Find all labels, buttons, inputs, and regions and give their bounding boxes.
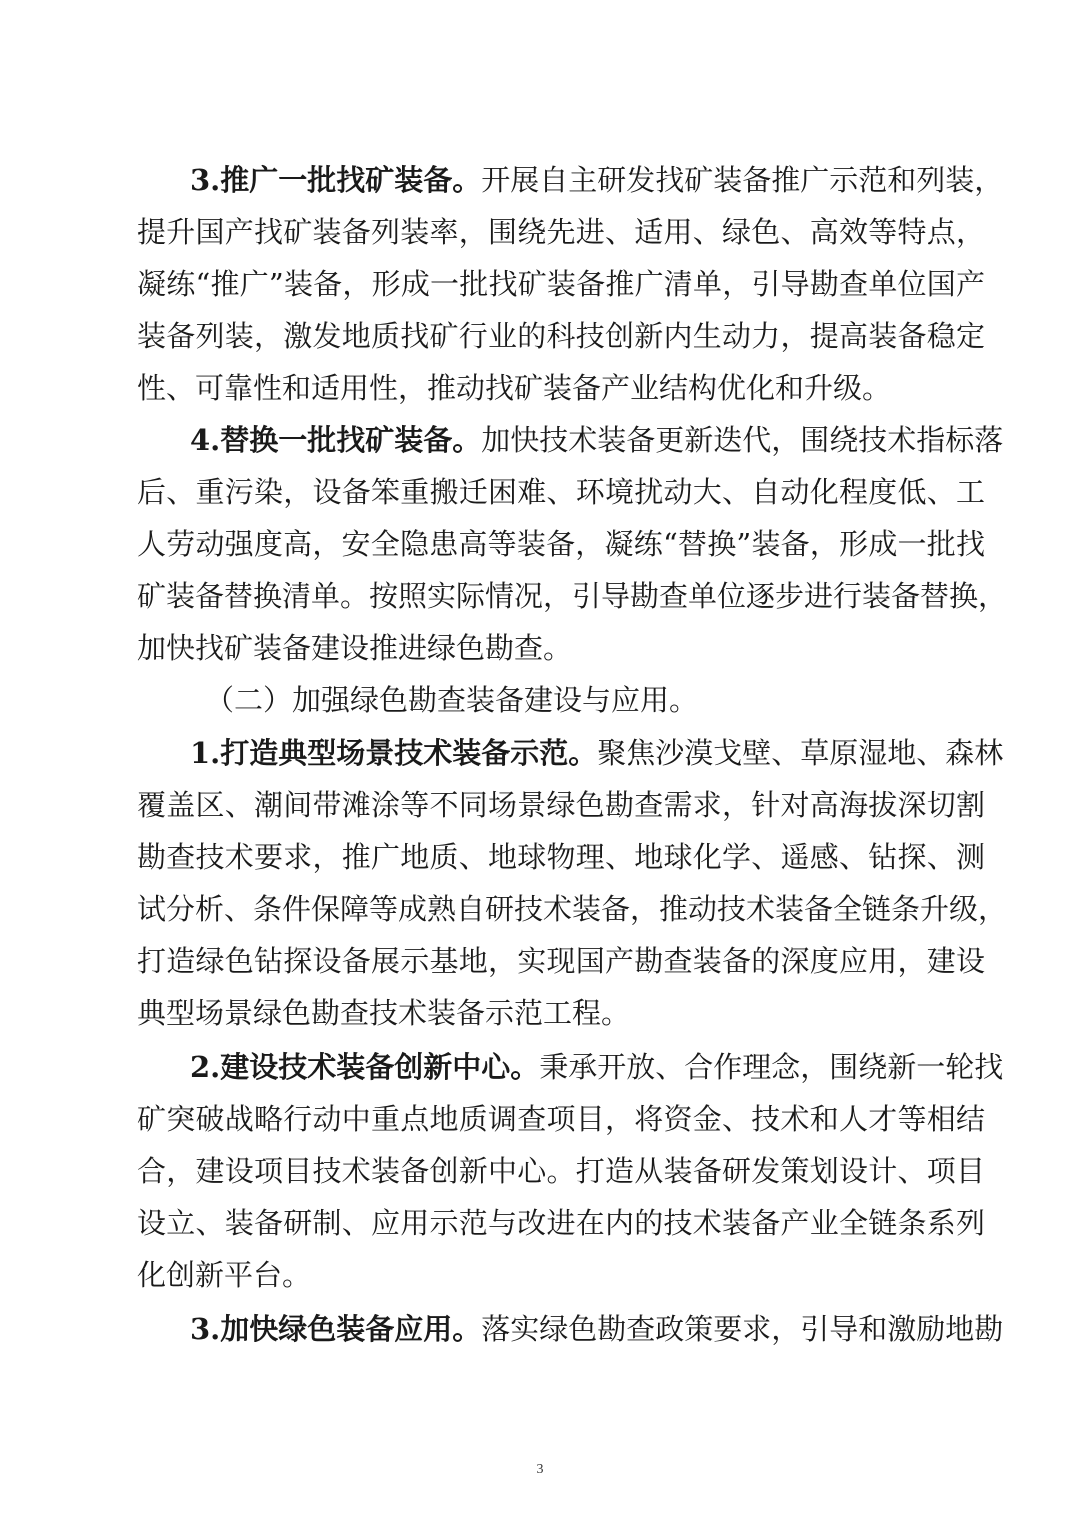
paragraph-line: 矿突破战略行动中重点地质调查项目，将资金、技术和人才等相结 bbox=[137, 1102, 985, 1136]
section-lead: 3.加快绿色装备应用。 bbox=[190, 1312, 482, 1346]
paragraph-line: 凝练“推广”装备，形成一批找矿装备推广清单，引导勘查单位国产 bbox=[137, 267, 985, 301]
paragraph-line: 1.打造典型场景技术装备示范。聚焦沙漠戈壁、草原湿地、森林 bbox=[190, 736, 1004, 770]
paragraph-line: 典型场景绿色勘查技术装备示范工程。 bbox=[137, 996, 631, 1030]
paragraph-line: 4.替换一批找矿装备。加快技术装备更新迭代，围绕技术指标落 bbox=[190, 423, 1004, 457]
paragraph-line: 2.建设技术装备创新中心。秉承开放、合作理念，围绕新一轮找 bbox=[190, 1050, 1004, 1084]
section-lead: 2.建设技术装备创新中心。 bbox=[190, 1050, 540, 1084]
paragraph-line: 装备列装，激发地质找矿行业的科技创新内生动力，提高装备稳定 bbox=[137, 319, 985, 353]
paragraph-line: 3.加快绿色装备应用。落实绿色勘查政策要求，引导和激励地勘 bbox=[190, 1312, 1004, 1346]
paragraph-line: 3.推广一批找矿装备。开展自主研发找矿装备推广示范和列装， bbox=[190, 163, 1004, 197]
paragraph-line: 提升国产找矿装备列装率，围绕先进、适用、绿色、高效等特点， bbox=[137, 215, 985, 249]
paragraph-line: 加快找矿装备建设推进绿色勘查。 bbox=[137, 631, 573, 665]
paragraph-line: 合，建设项目技术装备创新中心。打造从装备研发策划设计、项目 bbox=[137, 1154, 985, 1188]
paragraph-line: 覆盖区、潮间带滩涂等不同场景绿色勘查需求，针对高海拔深切割 bbox=[137, 788, 985, 822]
paragraph-line: 设立、装备研制、应用示范与改进在内的技术装备产业全链条系列 bbox=[137, 1206, 985, 1240]
paragraph-line: 勘查技术要求，推广地质、地球物理、地球化学、遥感、钻探、测 bbox=[137, 840, 985, 874]
paragraph-line: 人劳动强度高，安全隐患高等装备，凝练“替换”装备，形成一批找 bbox=[137, 527, 985, 561]
section-lead: 1.打造典型场景技术装备示范。 bbox=[190, 736, 598, 770]
paragraph-line: 矿装备替换清单。按照实际情况，引导勘查单位逐步进行装备替换， bbox=[137, 579, 1008, 613]
paragraph-line: 后、重污染，设备笨重搬迁困难、环境扰动大、自动化程度低、工 bbox=[137, 475, 985, 509]
paragraph-line: 性、可靠性和适用性，推动找矿装备产业结构优化和升级。 bbox=[137, 371, 892, 405]
section-lead: 3.推广一批找矿装备。 bbox=[190, 163, 482, 197]
section-lead: 4.替换一批找矿装备。 bbox=[190, 423, 482, 457]
page-number: 3 bbox=[536, 1462, 544, 1477]
paragraph-line: 化创新平台。 bbox=[137, 1258, 312, 1292]
paragraph-line: 打造绿色钻探设备展示基地，实现国产勘查装备的深度应用，建设 bbox=[137, 944, 985, 978]
section-heading: （二）加强绿色勘查装备建设与应用。 bbox=[205, 683, 699, 717]
paragraph-line: 试分析、条件保障等成熟自研技术装备，推动技术装备全链条升级， bbox=[137, 892, 1008, 926]
